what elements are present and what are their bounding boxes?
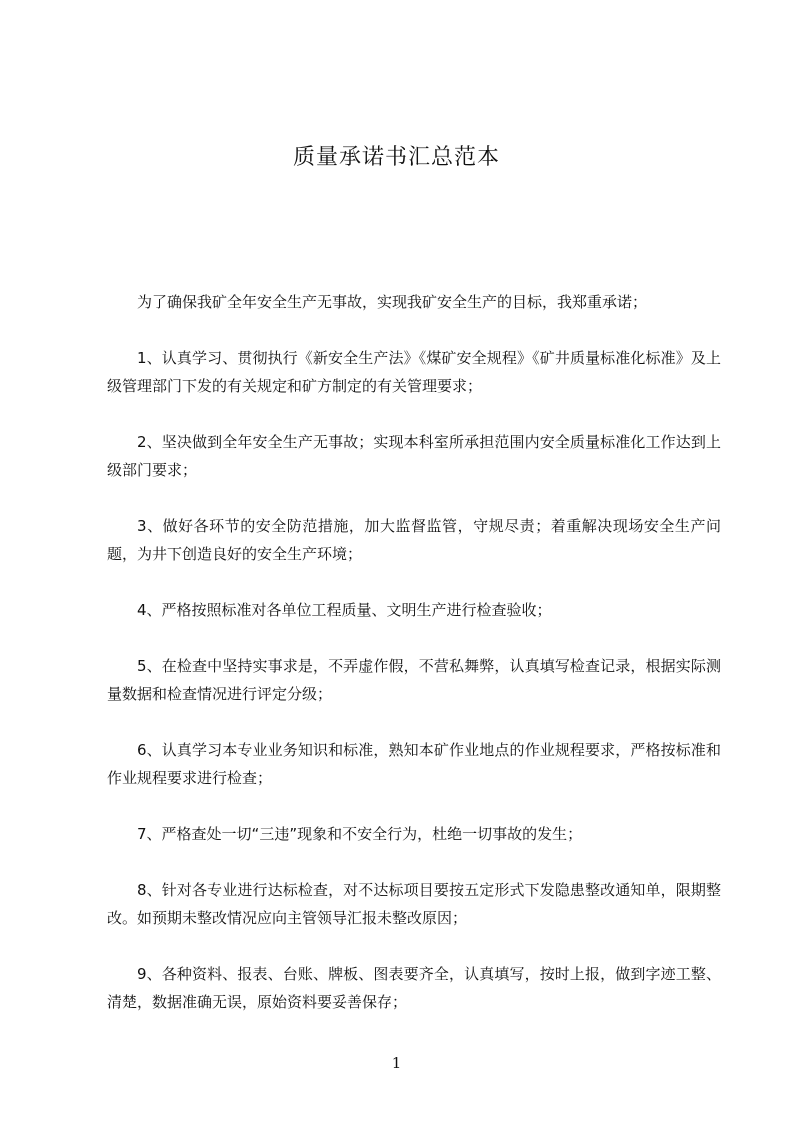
page-number: 1 (391, 1054, 402, 1072)
commitment-item-9: 9、各种资料、报表、台账、牌板、图表要齐全，认真填写，按时上报，做到字迹工整、清楚，数据准确无误，原始资料要妥善保存； (107, 965, 721, 1011)
commitment-item-2: 2、坚决做到全年安全生产无事故；实现本科室所承担范围内安全质量标准化工作达到上级部门要求； (107, 433, 721, 479)
commitment-item-6: 6、认真学习本专业业务知识和标准，熟知本矿作业地点的作业规程要求，严格按标准和作业规程要求进行检查； (107, 741, 721, 787)
document-body (107, 288, 721, 1044)
commitment-item-1: 1、认真学习、贯彻执行《新安全生产法》《煤矿安全规程》《矿井质量标准化标准》及上级管理部门下发的有关规定和矿方制定的有关管理要求； (107, 349, 721, 395)
commitment-item-7: 7、严格查处一切“三违”现象和不安全行为，杜绝一切事故的发生； (137, 825, 583, 843)
commitment-item-8: 8、针对各专业进行达标检查，对不达标项目要按五定形式下发隐患整改通知单，限期整改。如预期未整改情况应向主管领导汇报未整改原因； (107, 881, 721, 927)
commitment-item-5: 5、在检查中坚持实事求是，不弄虚作假，不营私舞弊，认真填写检查记录，根据实际测量数据和检查情况进行评定分级； (107, 657, 721, 703)
commitment-item-4: 4、严格按照标准对各单位工程质量、文明生产进行检查验收； (137, 601, 552, 619)
intro-paragraph: 为了确保我矿全年安全生产无事故，实现我矿安全生产的目标，我郑重承诺； (137, 293, 648, 311)
document-title: 质量承诺书汇总范本 (292, 145, 500, 170)
commitment-item-3: 3、做好各环节的安全防范措施，加大监督监管，守规尽责；着重解决现场安全生产问题，为井下创造良好的安全生产环境； (107, 517, 721, 563)
